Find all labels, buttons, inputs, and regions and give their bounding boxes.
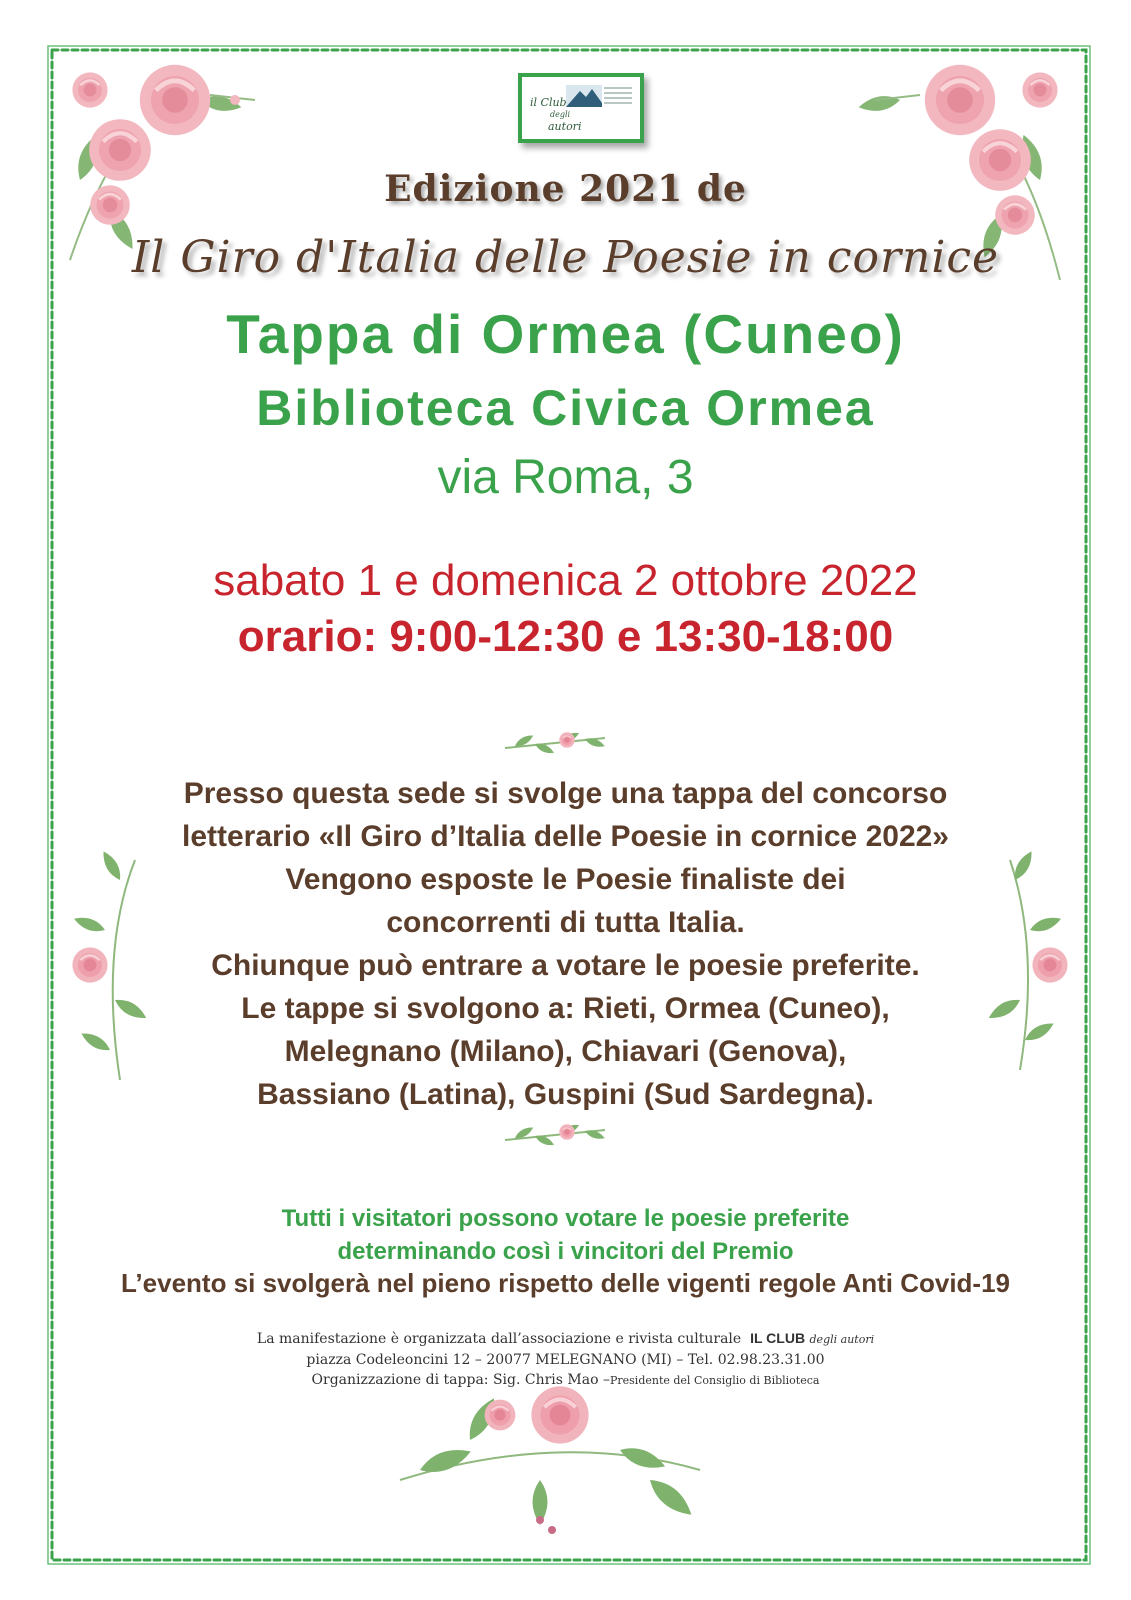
edition-heading: Edizione 2021 de: [384, 168, 747, 210]
description-line: Melegnano (Milano), Chiavari (Genova),: [284, 1035, 847, 1068]
middle-sprig-bottom: [505, 1122, 606, 1148]
description-line: Le tappe si svolgono a: Rieti, Ormea (Cuneo),: [241, 992, 890, 1025]
description-line: letterario «Il Giro d’Italia delle Poesie in cornice 2022»: [182, 820, 949, 853]
organizer-info: La manifestazione è organizzata dall’associazione e rivista culturale IL CLUB degli autori piazza Codeleoncini 12 – 20077 MELEGNANO (MI) – Tel. 02.98.23.31.00 Organizzazione di tappa: Sig. Chris Mao –Presidente del Consiglio di Biblioteca: [256, 1330, 875, 1388]
logo-text: il Club degli autori: [530, 96, 582, 133]
club-logo: [518, 73, 644, 143]
event-hours: orario: 9:00-12:30 e 13:30-18:00: [237, 612, 894, 661]
stage-title: Tappa di Ormea (Cuneo): [226, 303, 905, 365]
description-block: [0, 772, 1131, 1116]
logo-small-text: [604, 87, 632, 107]
top-left-roses: [70, 65, 255, 260]
middle-sprig-top: [505, 730, 606, 756]
bottom-roses: [400, 1386, 700, 1534]
visitors-message: Tutti i visitatori possono votare le poesie preferite determinando così i vincitori del Premio: [281, 1205, 850, 1265]
description-line: Bassiano (Latina), Guspini (Sud Sardegna).: [257, 1078, 874, 1111]
event-dates: sabato 1 e domenica 2 ottobre 2022: [213, 556, 918, 605]
covid-notice: L’evento si svolgerà nel pieno rispetto delle vigenti regole Anti Covid-19: [120, 1268, 1010, 1298]
contest-title: Il Giro d'Italia delle Poesie in cornice: [131, 232, 1000, 283]
description-line: Chiunque può entrare a votare le poesie preferite.: [211, 949, 920, 982]
description-line: Presso questa sede si svolge una tappa del concorso: [183, 777, 948, 810]
venue-address: via Roma, 3: [437, 451, 694, 504]
description-line: concorrenti di tutta Italia.: [386, 906, 745, 939]
description-line: Vengono esposte le Poesie finaliste dei: [285, 863, 846, 896]
venue-name: Biblioteca Civica Ormea: [256, 380, 875, 436]
